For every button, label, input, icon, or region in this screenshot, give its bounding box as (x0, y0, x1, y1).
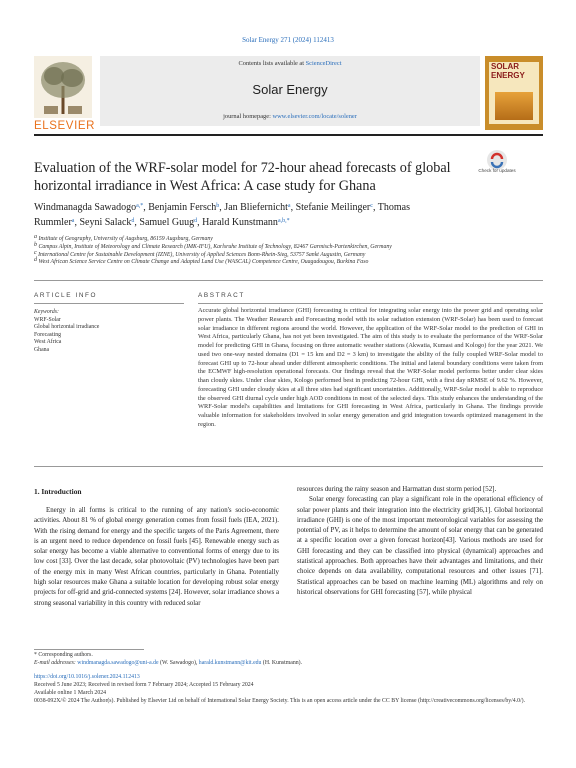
author-separator: , (290, 202, 296, 213)
email-owner-2: (H. Kunstmann). (261, 660, 303, 666)
footnotes (34, 651, 543, 667)
author-name[interactable]: Stefanie Meilinger (295, 202, 371, 213)
affiliation-mark: c (34, 249, 37, 256)
email-link-sawadogo[interactable]: windmanagda.sawadogo@uni-a.de (77, 660, 159, 666)
check-for-updates-label[interactable]: Check for updates (478, 168, 516, 173)
author-separator: , (74, 216, 80, 228)
author-affiliation-mark[interactable]: d (131, 217, 135, 224)
keyword-item: Ghana (34, 346, 50, 353)
author-list (34, 201, 454, 230)
email-owner-1: (W. Sawadogo), (158, 660, 199, 666)
abstract-heading: ABSTRACT (198, 292, 245, 299)
affiliation-text: Institute of Geography, University of Augsburg, 86159 Augsburg, Germany (37, 236, 213, 242)
elsevier-tree-logo (34, 56, 96, 132)
author-separator: , (134, 216, 140, 228)
homepage-line (100, 113, 480, 120)
intro-right-paragraph-1: resources during the rainy season and Harmattan dust storm period [52]. (297, 486, 497, 493)
affiliation-item (34, 259, 543, 267)
article-info-heading: ARTICLE INFO (34, 292, 98, 299)
affiliation-list (34, 236, 543, 267)
keywords-label: Keywords: (34, 309, 59, 315)
author-separator: , (197, 216, 203, 228)
header-divider (34, 134, 543, 136)
sciencedirect-link[interactable]: ScienceDirect (305, 60, 342, 67)
author-name[interactable]: Seyni Salack (79, 216, 132, 228)
author-name[interactable]: Harald Kunstmann (202, 216, 278, 228)
author-separator: , (372, 202, 378, 213)
received-dates: Received 5 June 2023; Received in revised form 7 February 2024; Accepted 15 February 2024 (34, 682, 254, 688)
doi-link[interactable]: https://doi.org/10.1016/j.solener.2024.112413 (34, 674, 140, 680)
affiliations-divider (34, 280, 543, 281)
corresponding-authors-note: * Corresponding authors. (34, 652, 93, 658)
author-name[interactable]: Jan Bliefernicht (224, 202, 288, 213)
keywords-block (34, 309, 184, 355)
author-name[interactable]: Samuel Guug (139, 216, 195, 228)
introduction-heading: 1. Introduction (34, 487, 82, 496)
author-name[interactable]: Benjamin Fersch (148, 202, 217, 213)
author-affiliation-mark[interactable]: b (216, 203, 220, 209)
abstract-divider (198, 303, 543, 304)
homepage-link[interactable]: www.elsevier.com/locate/solener (272, 113, 357, 120)
abstract-bottom-divider (34, 466, 543, 467)
keyword-item: Global horizontal irradiance (34, 324, 100, 331)
footnote-divider (34, 649, 144, 650)
email-addresses (34, 659, 543, 667)
author-affiliation-mark[interactable]: a,b,* (277, 217, 290, 224)
intro-left-column: Energy in all forms is critical to the running of any nation's socio-economic activities. About 81 % of global energy generation comes from fossil fuels (IEA, 2021). With the rising demand for energy and the specific targets of the Paris Agreement, there is an urgent need to reduce dependence on fossil fuels [45]. Renewable energy such as solar energy has become a viable alternative to conventional forms of energy due to its low cost [33]. Over the last decade, solar photovoltaic (PV) technologies have been part of the energy mix in many West African countries, particularly in Ghana. Potentially high solar resources make Ghana a suitable location for developing robust solar energy projects for off-grid and grid-connected systems [24]. However, solar irradiance shows a strong seasonal variability in this country with reduced solar (34, 507, 279, 607)
affiliation-text: International Centre for Sustainable Development (IZNE), University of Applied Sciences Bonn-Rhein-Sieg, 53757 Sankt Augustin, Germany (36, 251, 366, 258)
keyword-item: West Africa (34, 339, 62, 346)
affiliation-item (34, 241, 543, 252)
affiliation-mark: a (34, 234, 37, 240)
paper-title: Evaluation of the WRF-solar model for 72-hour ahead forecasts of global horizontal irradiance in West Africa: A case study for Ghana (34, 160, 451, 194)
affiliation-mark: d (34, 257, 37, 264)
affiliation-text: West African Science Service Centre on Climate Change and Adapted Land Use (WASCAL) Competence Centre, Ouagadougou, Burkina Faso (37, 259, 369, 266)
affiliation-text: Campus Alpin, Institute of Meteorology and Climate Research (IMK-IFU), Karlsruhe Institute of Technology, 82467 Garmisch-Partenkirchen, Germany (37, 243, 392, 250)
keywords-list (34, 317, 184, 355)
journal-reference[interactable]: Solar Energy 271 (2024) 112413 (242, 36, 334, 44)
author-affiliation-mark[interactable]: d (194, 217, 198, 224)
email-label: E-mail addresses: (34, 660, 78, 666)
author-separator: , (143, 202, 149, 213)
author-affiliation-mark[interactable]: a (287, 203, 291, 209)
affiliation-mark: b (34, 241, 37, 248)
keyword-item: WRF-Solar (34, 316, 61, 323)
available-online: Available online 1 March 2024 (34, 690, 107, 696)
email-link-kunstmann[interactable]: harald.kunstmann@kit.edu (198, 660, 262, 666)
author-affiliation-mark[interactable]: c (370, 203, 373, 209)
publisher-name: ELSEVIER (34, 120, 96, 132)
journal-title: Solar Energy (252, 82, 328, 97)
keyword-item: Forecasting (34, 331, 62, 338)
author-separator: , (219, 202, 225, 213)
abstract-text: Accurate global horizontal irradiance (GHI) forecasting is critical for integrating solar energy into the power grid and operating solar power plants. The Weather Research and Forecasting model with its solar radiation extension (WRF-Solar) has been used to forecast solar irradiance in different regions around the world. However, the application of the WRF-Solar model to the prediction of GHI in West Africa, particularly Ghana, has not yet been investigated. The aim of this study is to evaluate the performance of the WRF-Solar model for predicting GHI in Ghana, focusing on three automatic weather stations (Akwatia, Kumasi and Kologo) for the year 2021. We used two one-way nested domains (D1 = 15 km and D2 = 3 km) to investigate the ability of the fully coupled WRF-Solar model to forecast GHI up to 72-hour ahead under different atmospheric conditions. The initial and lateral boundary conditions were taken from the ECMWF high-resolution operational forecasts. Our findings reveal that the WRF-Solar model performs better under clear skies than cloudy skies. Under clear skies, Kologo performed best in predicting 72-hour GHI, with a first day nRMSE of 9.62 %. However, forecasting GHI under cloudy skies at all three sites had significant uncertainties. Additionally, WRF-Solar model is able to reproduce the observed GHI diurnal cycle under high AOD conditions in most of the selected days. This study enhances the understanding of the WRF-Solar model's capabilities and limitations for GHI forecasting in West Africa, particularly in Ghana. The findings provide valuable information for stakeholders involved in solar energy generation and grid integration towards optimized management in the region. (198, 307, 543, 428)
intro-right-paragraph-2: Solar energy forecasting can play a significant role in the operational efficiency of solar power plants and their integration into the electricity grid[36,1]. Global horizontal irradiance (GHI) is one of the most important meteorological variables for assessing the potential of PV, as it helps to determine the amount of solar energy that can be generated at a specific location over a given forecast horizon[43]. Various methods are used for GHI forecasting and they can be classified into physical (dynamical) approaches and statistical approaches. Both approaches have their advantages and limitations, and their choice depends on data availability, computational resources and other issues [71]. Statistical approaches can be based on machine learning (ML) algorithms and rely on historical observations for GHI forecasting [57], while physical (297, 496, 543, 596)
contents-line (100, 60, 480, 67)
intro-right-column (297, 485, 543, 598)
homepage-prefix: journal homepage: (223, 113, 273, 120)
author-affiliation-mark[interactable]: a (71, 217, 75, 224)
journal-cover-image[interactable] (485, 56, 543, 130)
article-info-divider (34, 303, 184, 304)
publication-info (34, 673, 543, 705)
cover-title: SOLAR ENERGY (491, 62, 525, 80)
author-name[interactable]: Windmanagda Sawadogo (34, 202, 137, 213)
contents-prefix: Contents lists available at (238, 60, 306, 67)
copyright-notice: 0038-092X/© 2024 The Author(s). Published by Elsevier Ltd on behalf of International Solar Energy Society. This is an open access article under the CC BY license (http://creativecommons.org/licenses/by/4.0/). (34, 698, 526, 704)
cover-artwork (495, 92, 533, 120)
author-affiliation-mark[interactable]: a,* (136, 203, 144, 209)
author-name[interactable]: Thomas Rummler (34, 202, 410, 228)
affiliation-item (34, 236, 543, 244)
